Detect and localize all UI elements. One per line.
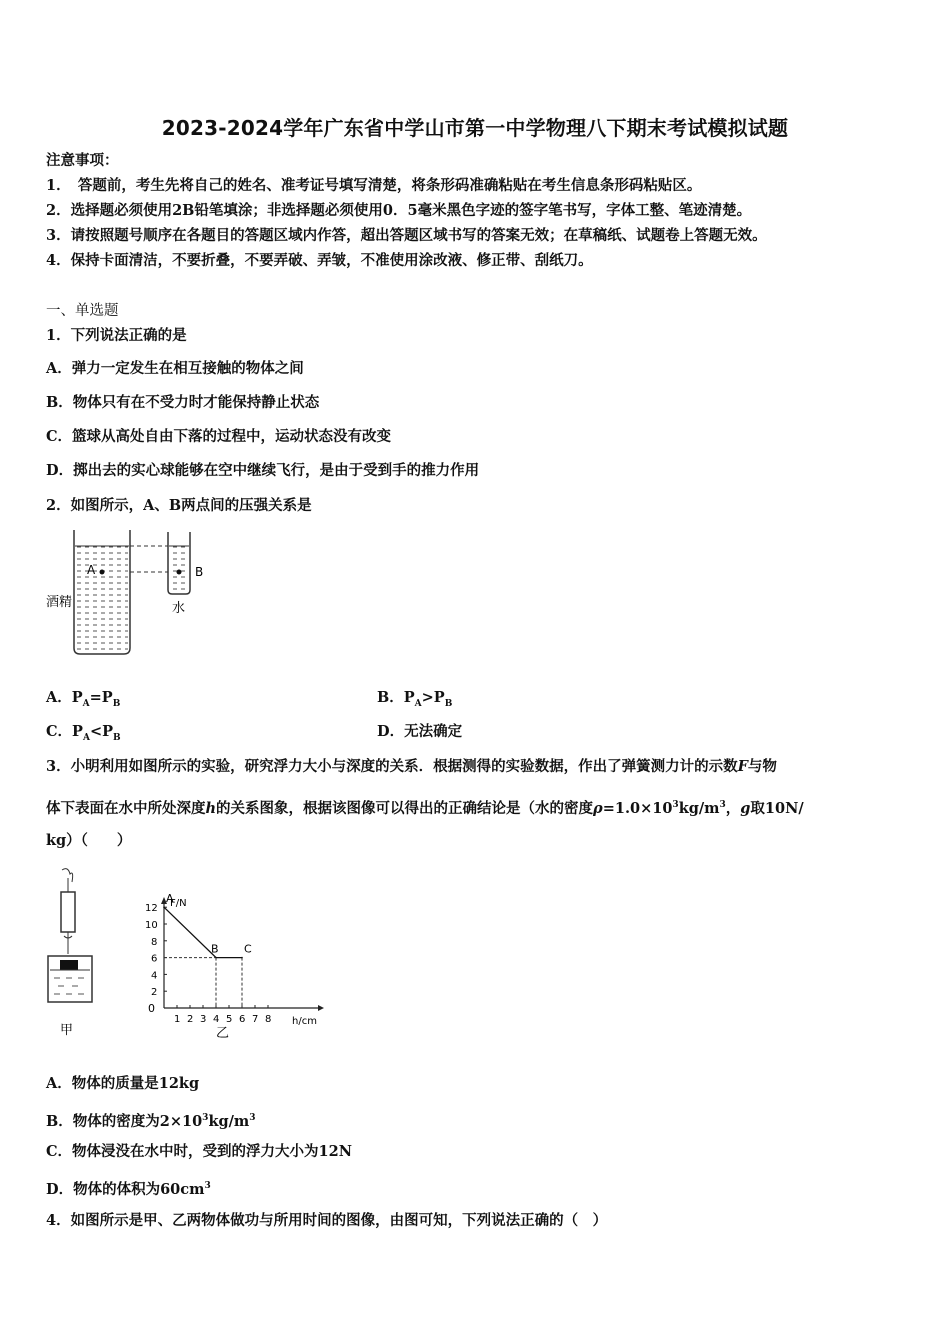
x-tick-label: 4 (213, 1014, 220, 1025)
x-tick-label: 3 (200, 1014, 207, 1025)
q3-option-c: C．物体浸没在水中时，受到的浮力大小为12N (46, 1143, 352, 1160)
label-jia: 甲 (60, 1023, 74, 1038)
x-tick-label: 1 (174, 1014, 181, 1025)
q2-stem: 2．如图所示，A、B两点间的压强关系是 (46, 497, 312, 514)
q3-option-a: A．物体的质量是12kg (46, 1075, 200, 1092)
q4-stem: 4．如图所示是甲、乙两物体做功与所用时间的图像，由图可知，下列说法正确的（ ） (46, 1212, 608, 1229)
notice-item: 3．请按照题号顺序在各题目的答题区域内作答，超出答题区域书写的答案无效；在草稿纸、试题卷上答题无效。 (46, 227, 767, 244)
y-tick-label: 6 (151, 953, 158, 965)
y-tick-label: 12 (145, 903, 158, 915)
x-tick-label: 2 (187, 1014, 194, 1025)
y-axis-label: F/N (170, 898, 187, 909)
series-line (164, 907, 242, 957)
q3-option-b: B．物体的密度为$2\times 10^3kg/m^3$ (46, 1112, 256, 1130)
q3-fh-chart (124, 894, 324, 1040)
x-tick-label: 5 (226, 1014, 233, 1025)
x-tick-label: 8 (265, 1014, 272, 1025)
alcohol-label: 酒精 (46, 595, 73, 610)
q3-option-d: D．物体的体积为$60cm^3$ (46, 1180, 211, 1198)
data-point (241, 957, 243, 959)
q3-stem-line2: 体下表面在水中所处深度h的关系图象，根据该图像可以得出的正确结论是（水的密度$\rho=1.0\times 10^3kg/m^3$，g取10N/ (46, 799, 804, 817)
q2-beaker-figure (44, 526, 214, 658)
x-axis-label: h/cm (292, 1016, 317, 1027)
q1-option-d: D．掷出去的实心球能够在空中继续飞行，是由于受到手的推力作用 (46, 462, 480, 479)
x-tick-label: 7 (252, 1014, 259, 1025)
section-heading: 一、单选题 (46, 303, 119, 319)
q3-stem-line1: 3．小明利用如图所示的实验，研究浮力大小与深度的关系．根据测得的实验数据，作出了弹簧测力计的示数F与物 (46, 758, 777, 775)
q1-option-a: A．弹力一定发生在相互接触的物体之间 (46, 360, 304, 377)
label-yi: 乙 (216, 1026, 230, 1040)
q2-option-d: D．无法确定 (377, 723, 463, 740)
point-b-label: B (195, 565, 204, 579)
q2-option-b: B．$P_A>P_B$ (377, 689, 453, 709)
q1-option-b: B．物体只有在不受力时才能保持静止状态 (46, 394, 320, 411)
data-point (215, 957, 217, 959)
page-title: 2023-2024学年广东省中学山市第一中学物理八下期末考试模拟试题 (161, 116, 789, 140)
data-point (163, 906, 165, 908)
q2-option-c: C．$P_A<P_B$ (46, 723, 121, 743)
notice-heading: 注意事项： (46, 152, 119, 169)
q2-option-a: A．$P_A=P_B$ (46, 689, 121, 709)
point-label-a: A (166, 894, 174, 906)
notice-item: 1． 答题前，考生先将自己的姓名、准考证号填写清楚，将条形码准确粘贴在考生信息条形码粘贴区。 (46, 177, 702, 194)
q1-option-c: C．篮球从高处自由下落的过程中，运动状态没有改变 (46, 428, 392, 445)
q3-stem-line3: kg）（ ） (46, 832, 132, 849)
y-tick-label: 10 (145, 920, 158, 931)
notice-item: 2．选择题必须使用2B铅笔填涂；非选择题必须使用0．5毫米黑色字迹的签字笔书写，字体工整、笔迹清楚。 (46, 202, 752, 219)
point-label-c: C (244, 942, 252, 956)
q1-stem: 1．下列说法正确的是 (46, 327, 187, 344)
y-tick-label: 4 (151, 970, 158, 982)
y-tick-label: 2 (151, 987, 158, 999)
water-label: 水 (172, 601, 186, 616)
point-label-b: B (211, 942, 219, 956)
y-tick-label: 8 (151, 936, 158, 948)
point-a-label: A (87, 563, 96, 577)
origin-label: 0 (148, 1002, 155, 1015)
notice-item: 4．保持卡面清洁，不要折叠，不要弄破、弄皱，不准使用涂改液、修正带、刮纸刀。 (46, 252, 593, 269)
q3-apparatus-figure (40, 866, 102, 1038)
x-tick-label: 6 (239, 1014, 246, 1025)
